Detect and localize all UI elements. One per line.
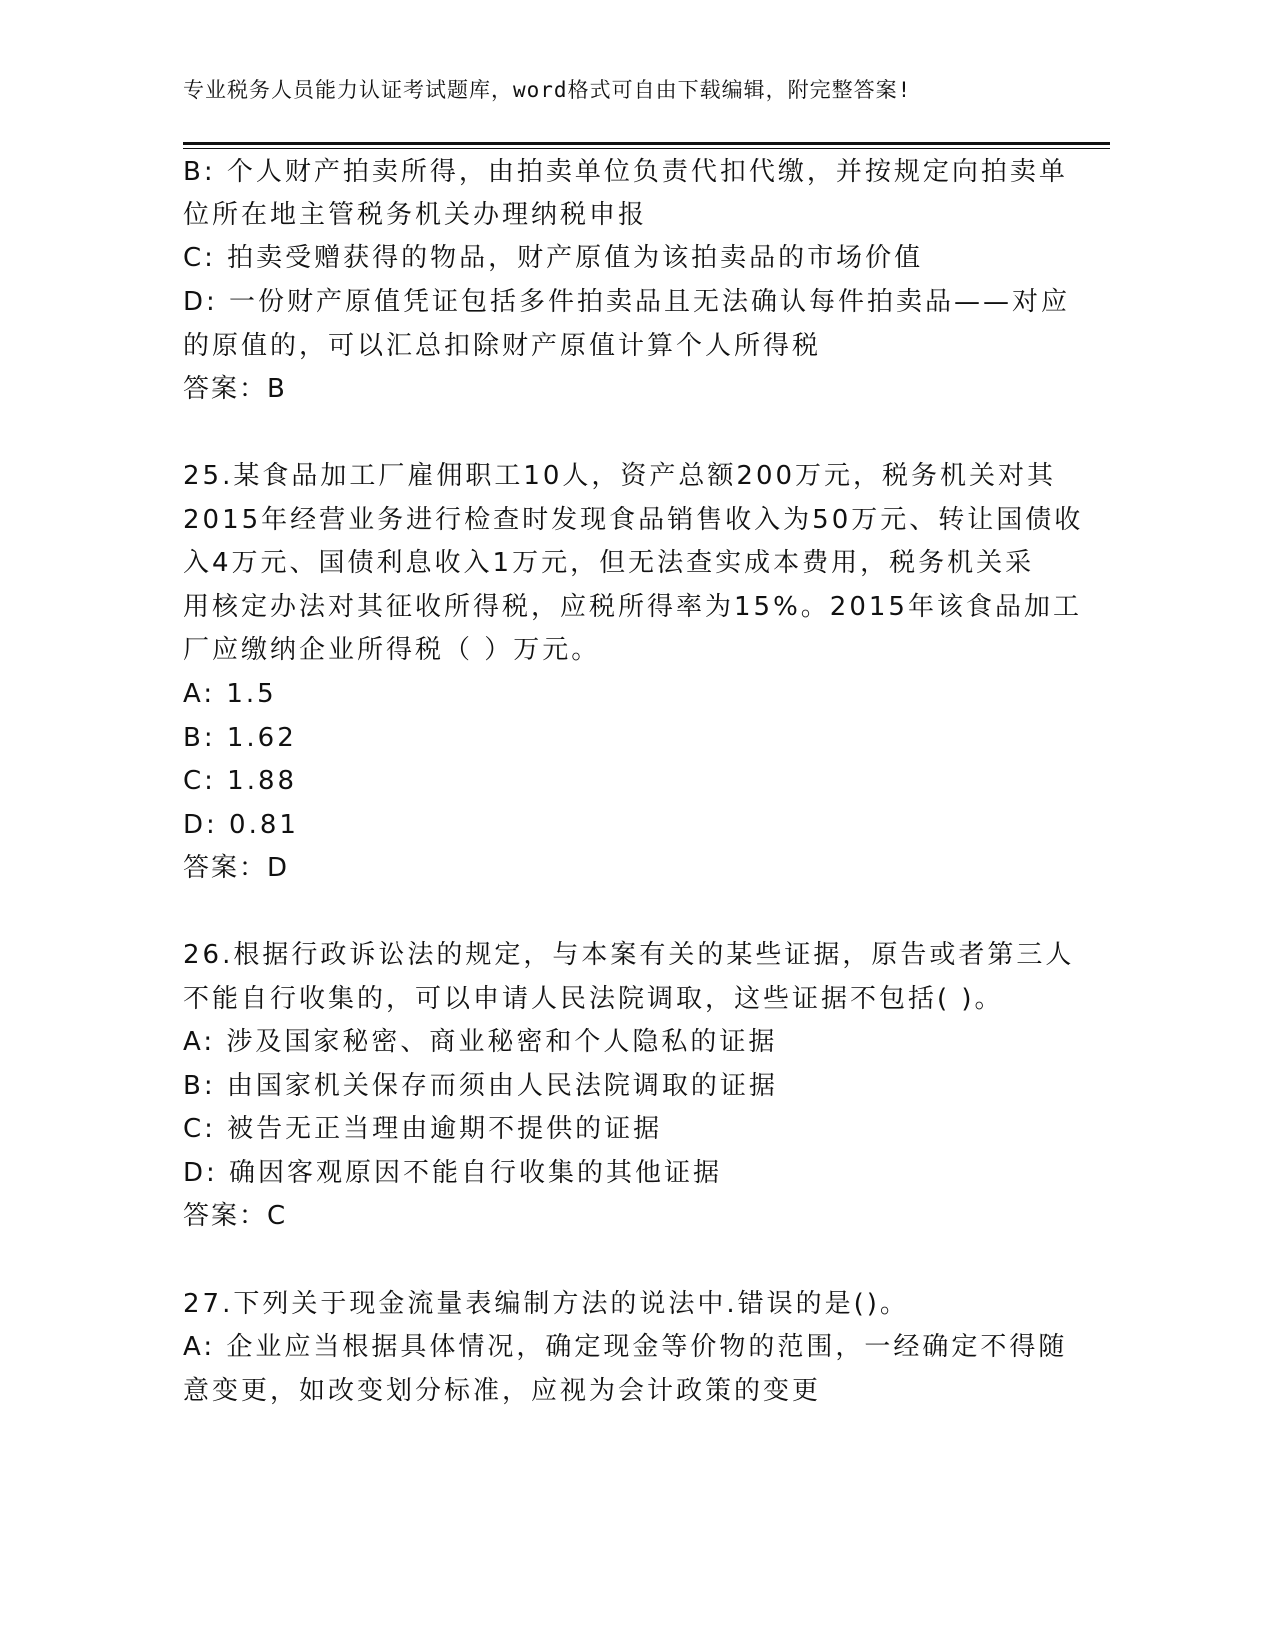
question-25-line4: 用核定办法对其征收所得税，应税所得率为15%。2015年该食品加工	[183, 592, 1082, 622]
q25-option-a: A: 1.5	[183, 679, 277, 709]
question-26-line2: 不能自行收集的，可以申请人民法院调取，这些证据不包括( )。	[183, 984, 1004, 1014]
q27-option-a-line2: 意变更，如改变划分标准，应视为会计政策的变更	[183, 1376, 822, 1406]
question-25-line3: 入4万元、国债利息收入1万元，但无法查实成本费用，税务机关采	[183, 548, 1035, 578]
question-25-line1: 25.某食品加工厂雇佣职工10人，资产总额200万元，税务机关对其	[183, 461, 1057, 491]
option-b-line1: B: 个人财产拍卖所得，由拍卖单位负责代扣代缴，并按规定向拍卖单	[183, 157, 1068, 187]
q26-option-c: C: 被告无正当理由逾期不提供的证据	[183, 1114, 663, 1144]
answer-24: 答案：B	[183, 374, 287, 404]
page-header: 专业税务人员能力认证考试题库，word格式可自由下载编辑，附完整答案!	[183, 78, 912, 102]
q26-option-b: B: 由国家机关保存而须由人民法院调取的证据	[183, 1071, 778, 1101]
q26-option-a: A: 涉及国家秘密、商业秘密和个人隐私的证据	[183, 1027, 778, 1057]
option-d-line1: D: 一份财产原值凭证包括多件拍卖品且无法确认每件拍卖品——对应	[183, 287, 1071, 317]
q25-option-d: D: 0.81	[183, 810, 299, 840]
question-25-line5: 厂应缴纳企业所得税（ ）万元。	[183, 635, 601, 665]
q27-option-a-line1: A: 企业应当根据具体情况，确定现金等价物的范围，一经确定不得随	[183, 1332, 1068, 1362]
option-d-line2: 的原值的，可以汇总扣除财产原值计算个人所得税	[183, 331, 822, 361]
answer-25: 答案：D	[183, 853, 290, 883]
option-c: C: 拍卖受赠获得的物品，财产原值为该拍卖品的市场价值	[183, 243, 924, 273]
option-b-line2: 位所在地主管税务机关办理纳税申报	[183, 200, 648, 230]
question-25-line2: 2015年经营业务进行检查时发现食品销售收入为50万元、转让国债收	[183, 505, 1084, 535]
q25-option-c: C: 1.88	[183, 766, 298, 796]
header-rule-thick	[183, 142, 1110, 145]
q26-option-d: D: 确因客观原因不能自行收集的其他证据	[183, 1158, 723, 1188]
question-27-line1: 27.下列关于现金流量表编制方法的说法中.错误的是()。	[183, 1289, 909, 1319]
header-rule-thin	[183, 148, 1110, 149]
answer-26: 答案：C	[183, 1201, 288, 1231]
question-26-line1: 26.根据行政诉讼法的规定，与本案有关的某些证据，原告或者第三人	[183, 940, 1075, 970]
q25-option-b: B: 1.62	[183, 723, 297, 753]
